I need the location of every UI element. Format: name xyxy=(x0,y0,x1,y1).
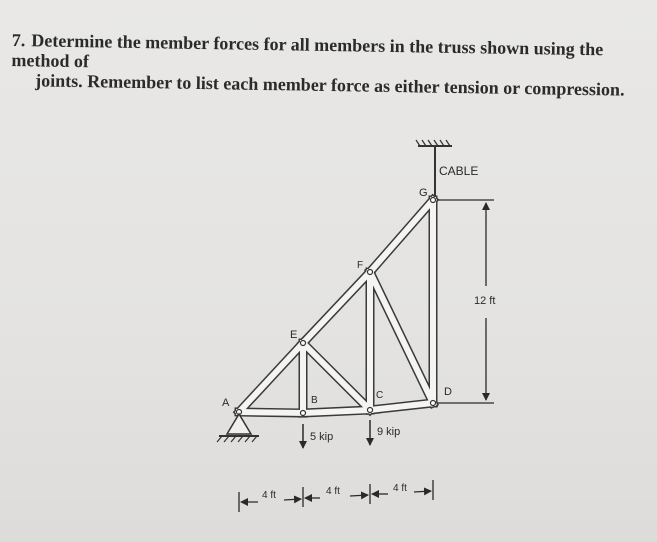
load-label-b: 5 kip xyxy=(310,431,334,443)
load-label-c: 9 kip xyxy=(377,426,401,438)
member-bc xyxy=(303,410,370,413)
member-ae xyxy=(239,343,303,412)
problem-line-1: Determine the member forces for all members in the truss shown using the method of xyxy=(11,30,604,72)
truss-members xyxy=(239,200,433,413)
pin-d xyxy=(431,401,436,406)
joint-label-e: E xyxy=(290,329,298,341)
pin-e xyxy=(301,341,306,346)
pin-f xyxy=(368,270,373,275)
cable-label: CABLE xyxy=(439,164,479,178)
joint-label-g: G xyxy=(419,187,428,199)
member-fg xyxy=(370,200,433,272)
member-cd xyxy=(370,403,433,410)
joint-label-f: F xyxy=(357,260,364,271)
member-ab xyxy=(239,412,303,413)
member-ef xyxy=(303,272,370,343)
pin-g xyxy=(431,198,436,203)
pin-support-a xyxy=(217,414,259,442)
joint-label-d: D xyxy=(444,386,452,398)
span-label-3: 4 ft xyxy=(393,483,407,494)
problem-number: 7. xyxy=(11,30,26,51)
problem-line-2: joints. Remember to list each member force as either tension or compression. xyxy=(35,70,625,100)
pin-b xyxy=(301,411,306,416)
span-label-2: 4 ft xyxy=(326,486,340,497)
height-label: 12 ft xyxy=(474,295,496,307)
pin-c xyxy=(368,408,373,413)
span-label-1: 4 ft xyxy=(262,490,276,501)
joint-label-a: A xyxy=(222,397,230,409)
joint-label-c: C xyxy=(376,390,384,401)
ceiling-support xyxy=(416,140,452,146)
joint-label-b: B xyxy=(311,395,318,406)
member-fd xyxy=(370,272,433,403)
